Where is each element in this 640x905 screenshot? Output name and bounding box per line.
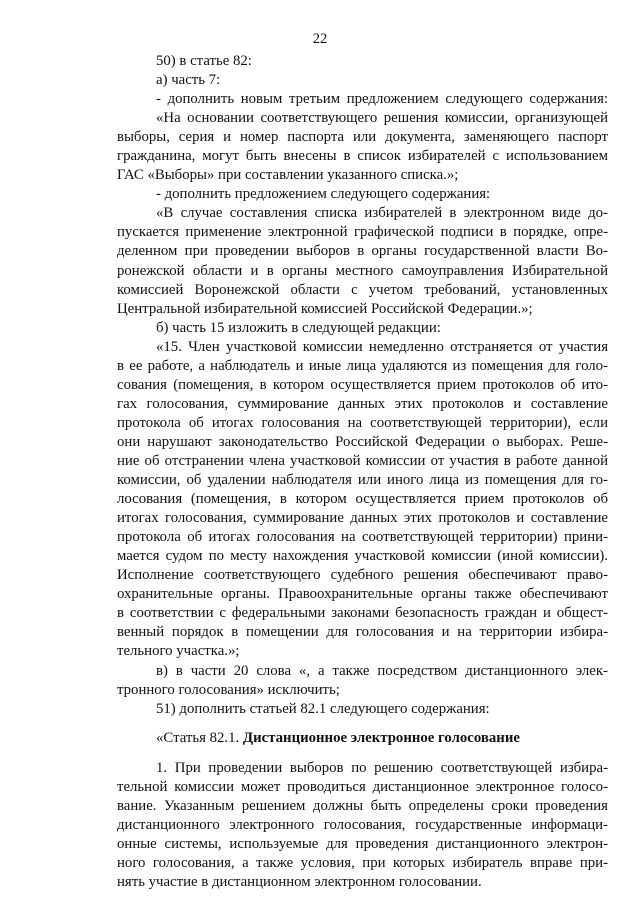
text-line: охранительные органы. Правоохранительные органы также обеспечивают bbox=[117, 586, 608, 603]
article-heading bbox=[117, 729, 608, 748]
text-line: 51) дополнить статьей 82.1 следующего содержания: bbox=[156, 700, 490, 717]
text-line: «15. Член участковой комиссии немедленно отстраняется от участия bbox=[156, 338, 608, 355]
text-line: «В случае составления списка избирателей в электронном виде до- bbox=[156, 205, 608, 222]
text-line: гах голосования, суммирование данных этих протоколов и составление bbox=[117, 395, 608, 412]
text-line: в ее работе, а наблюдатель и иные лица удаляются из помещения для голо- bbox=[117, 357, 608, 374]
text-line: «На основании соответствующего решения комиссии, организующей bbox=[156, 110, 608, 127]
text-line: пускается применение электронной графической подписи в порядке, опре- bbox=[117, 224, 608, 241]
text-line: они нарушают законодательство Российской Федерации о выборах. Реше- bbox=[117, 433, 608, 450]
text-line: онные системы, используемые для проведения дистанционного электрон- bbox=[117, 835, 608, 852]
text-line: сования (помещения, в котором осуществляется прием протоколов об ито- bbox=[117, 376, 608, 393]
text-line: а) часть 7: bbox=[156, 72, 221, 89]
text-line: ГАС «Выборы» при составлении указанного списка.»; bbox=[117, 167, 459, 184]
text-line: дистанционного электронного голосования, государственные информаци- bbox=[117, 816, 608, 833]
text-line: - дополнить предложением следующего содержания: bbox=[156, 186, 491, 203]
text-line: итогах голосования, суммирование данных этих протоколов и составление bbox=[117, 510, 608, 527]
text-line: - дополнить новым третьим предложением следующего содержания: bbox=[156, 91, 608, 108]
text-line: в соответствии с федеральными законами безопасность граждан и общест- bbox=[117, 605, 608, 622]
article-heading-title: Дистанционное электронное голосование bbox=[242, 729, 520, 746]
text-line: протокола об итогах голосования на соответствующей территории), если bbox=[117, 414, 608, 431]
text-line: деленном при проведении выборов в органы государственной власти Во- bbox=[117, 243, 608, 260]
text-line: 50) в статье 82: bbox=[156, 53, 252, 69]
article-text-block bbox=[117, 759, 608, 892]
text-line: нять участие в дистанционном электронном голосовании. bbox=[117, 874, 482, 891]
text-line: протокола об итогах голосования на соответствующей территории) прини- bbox=[117, 529, 608, 546]
text-line: венный порядок в помещении для голосования и на территории избира- bbox=[117, 624, 608, 641]
text-line: б) часть 15 изложить в следующей редакции: bbox=[156, 319, 441, 336]
text-line: 1. При проведении выборов по решению соответствующей избира- bbox=[156, 759, 608, 776]
text-line: комиссией Воронежской области с учетом требований, установленных bbox=[117, 281, 608, 298]
text-line: тронного голосования» исключить; bbox=[117, 681, 340, 698]
text-line: комиссии, об удалении наблюдателя или иного лица из помещения для го- bbox=[117, 472, 608, 489]
amendments-text-block bbox=[117, 52, 608, 719]
text-line: мается судом по месту нахождения участковой комиссии (иной комиссии). bbox=[117, 548, 608, 565]
article-heading-prefix: «Статья 82.1. bbox=[156, 729, 243, 746]
text-line: ронежской области и в органы местного самоуправления Избирательной bbox=[117, 262, 608, 279]
text-line: выборы, серия и номер паспорта или документа, заменяющего паспорт bbox=[117, 129, 608, 146]
text-line: ние об отстранении члена участковой комиссии от участия в работе данной bbox=[117, 452, 608, 469]
text-line: ного голосования, а также условия, при которых избиратель вправе при- bbox=[117, 855, 608, 872]
text-line: гражданина, могут быть внесены в список избирателей с использованием bbox=[117, 148, 608, 165]
text-line: тельной комиссии может проводиться дистанционное электронное голосо- bbox=[117, 778, 608, 795]
text-line: тельного участка.»; bbox=[117, 643, 240, 660]
text-line: в) в части 20 слова «, а также посредством дистанционного элек- bbox=[156, 662, 608, 679]
page-number: 22 bbox=[312, 31, 328, 47]
text-line: Исполнение соответствующего судебного решения обеспечивают право- bbox=[117, 567, 608, 584]
text-line: лосования (помещения, в котором осуществляется прием протоколов об bbox=[117, 491, 608, 508]
text-line: Центральной избирательной комиссией Российской Федерации.»; bbox=[117, 300, 533, 317]
text-line: вание. Указанным решением должны быть определены сроки проведения bbox=[117, 797, 608, 814]
